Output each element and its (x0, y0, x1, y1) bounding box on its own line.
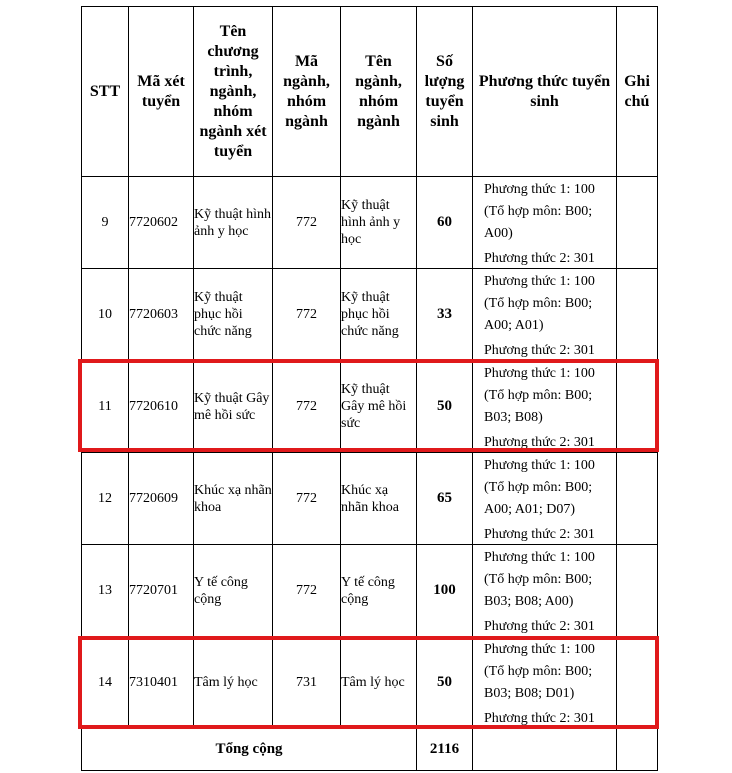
cell-phuong-thuc (473, 545, 617, 637)
cell-ten-ct: Khúc xạ nhãn khoa (194, 453, 273, 545)
cell-phuong-thuc (473, 177, 617, 269)
to-hop-text: (Tổ hợp môn: B00; A00) (484, 203, 593, 241)
cell-ten-nganh: Tâm lý học (341, 637, 417, 729)
cell-phuong-thuc (473, 361, 617, 453)
cell-stt: 13 (82, 545, 129, 637)
to-hop-text: (Tổ hợp môn: B00; B03; B08; D01) (484, 663, 593, 701)
cell-ghi-chu (617, 361, 658, 453)
table-row (82, 269, 658, 361)
to-hop-text: (Tổ hợp môn: B00; B03; B08; A00) (484, 571, 593, 609)
total-label: Tổng cộng (82, 729, 417, 771)
total-row (82, 729, 658, 771)
cell-so-luong: 65 (417, 453, 473, 545)
pt2-text: Phương thức 2: 301 (484, 342, 595, 358)
cell-ten-ct: Kỹ thuật phục hồi chức năng (194, 269, 273, 361)
cell-ten-ct: Kỹ thuật Gây mê hồi sức (194, 361, 273, 453)
cell-stt: 9 (82, 177, 129, 269)
table-body (82, 177, 658, 771)
cell-phuong-thuc (473, 269, 617, 361)
table-row (82, 637, 658, 729)
header-ten-chuong-trinh: Tên chương trình, ngành, nhóm ngành xét tuyển (194, 7, 273, 177)
cell-ten-nganh: Kỹ thuật phục hồi chức năng (341, 269, 417, 361)
cell-ten-nganh: Khúc xạ nhãn khoa (341, 453, 417, 545)
cell-so-luong: 50 (417, 361, 473, 453)
header-ghi-chu: Ghi chú (617, 7, 658, 177)
cell-ten-ct: Y tế công cộng (194, 545, 273, 637)
cell-ten-nganh: Kỹ thuật hình ảnh y học (341, 177, 417, 269)
cell-so-luong: 50 (417, 637, 473, 729)
to-hop-text: (Tổ hợp môn: B00; B03; B08) (484, 387, 593, 425)
cell-stt: 14 (82, 637, 129, 729)
table-row (82, 177, 658, 269)
cell-ghi-chu (617, 545, 658, 637)
header-ten-nganh: Tên ngành, nhóm ngành (341, 7, 417, 177)
cell-phuong-thuc (473, 637, 617, 729)
cell-ma-nganh: 772 (273, 453, 341, 545)
cell-ma: 7310401 (129, 637, 194, 729)
cell-ma: 7720610 (129, 361, 194, 453)
pt2-text: Phương thức 2: 301 (484, 710, 595, 726)
admission-table (81, 6, 658, 771)
cell-stt: 12 (82, 453, 129, 545)
to-hop-text: (Tổ hợp môn: B00; A00; A01; D07) (484, 479, 593, 517)
header-ma-xet-tuyen: Mã xét tuyển (129, 7, 194, 177)
cell-ma: 7720603 (129, 269, 194, 361)
cell-stt: 10 (82, 269, 129, 361)
table-row (82, 361, 658, 453)
cell-ma: 7720701 (129, 545, 194, 637)
cell-ghi-chu (617, 453, 658, 545)
cell-ma-nganh: 772 (273, 545, 341, 637)
cell-ma-nganh: 772 (273, 269, 341, 361)
header-ma-nganh: Mã ngành, nhóm ngành (273, 7, 341, 177)
cell-ghi-chu (617, 177, 658, 269)
cell-ma-nganh: 731 (273, 637, 341, 729)
pt2-text: Phương thức 2: 301 (484, 250, 595, 266)
cell-ma-nganh: 772 (273, 361, 341, 453)
pt2-text: Phương thức 2: 301 (484, 434, 595, 450)
cell-so-luong: 33 (417, 269, 473, 361)
table-row (82, 453, 658, 545)
header-row (82, 7, 658, 177)
pt1-text: Phương thức 1: 100 (484, 365, 595, 381)
cell-ten-ct: Kỹ thuật hình ảnh y học (194, 177, 273, 269)
pt1-text: Phương thức 1: 100 (484, 549, 595, 565)
cell-stt: 11 (82, 361, 129, 453)
pt2-text: Phương thức 2: 301 (484, 618, 595, 634)
header-stt: STT (82, 7, 129, 177)
total-empty-method (473, 729, 617, 771)
cell-so-luong: 100 (417, 545, 473, 637)
pt1-text: Phương thức 1: 100 (484, 181, 595, 197)
cell-ten-nganh: Kỹ thuật Gây mê hồi sức (341, 361, 417, 453)
to-hop-text: (Tổ hợp môn: B00; A00; A01) (484, 295, 593, 333)
pt1-text: Phương thức 1: 100 (484, 273, 595, 289)
pt2-text: Phương thức 2: 301 (484, 526, 595, 542)
cell-so-luong: 60 (417, 177, 473, 269)
pt1-text: Phương thức 1: 100 (484, 457, 595, 473)
cell-ten-nganh: Y tế công cộng (341, 545, 417, 637)
cell-ma: 7720609 (129, 453, 194, 545)
cell-ma: 7720602 (129, 177, 194, 269)
cell-ma-nganh: 772 (273, 177, 341, 269)
table-row (82, 545, 658, 637)
cell-ghi-chu (617, 637, 658, 729)
header-so-luong: Số lượng tuyển sinh (417, 7, 473, 177)
total-value: 2116 (417, 729, 473, 771)
cell-ten-ct: Tâm lý học (194, 637, 273, 729)
header-phuong-thuc: Phương thức tuyển sinh (473, 7, 617, 177)
cell-ghi-chu (617, 269, 658, 361)
cell-phuong-thuc (473, 453, 617, 545)
pt1-text: Phương thức 1: 100 (484, 641, 595, 657)
total-empty-note (617, 729, 658, 771)
